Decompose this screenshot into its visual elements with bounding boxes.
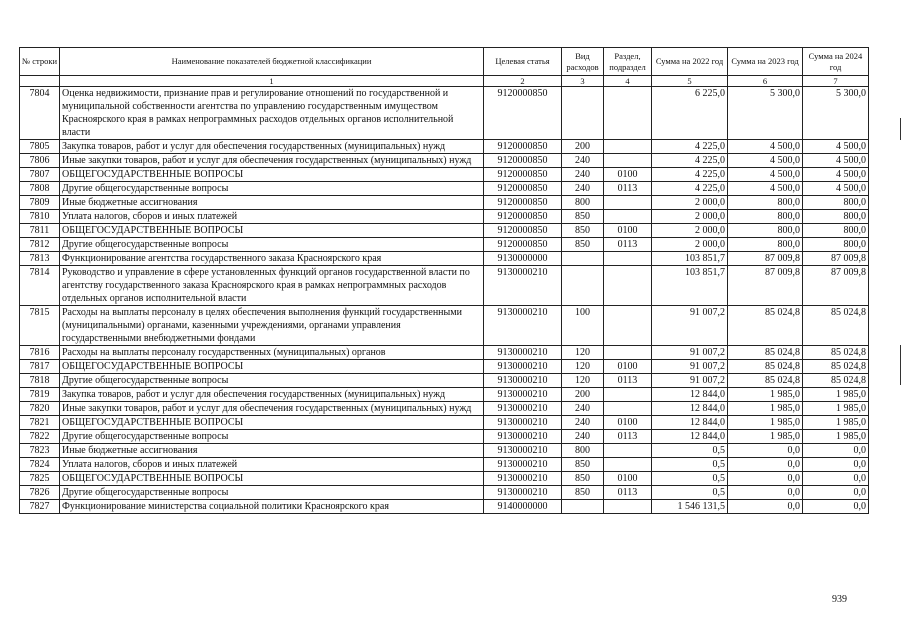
row-sum-2024: 800,0: [803, 238, 869, 252]
column-number: [20, 76, 60, 87]
row-sum-2024: 0,0: [803, 472, 869, 486]
table-row: [20, 224, 869, 238]
row-section: [604, 388, 652, 402]
row-sum-2022: 2 000,0: [652, 238, 728, 252]
row-expense-type: 240: [562, 182, 604, 196]
row-name: Другие общегосударственные вопросы: [60, 182, 484, 196]
row-name: Функционирование агентства государственного заказа Красноярского края: [60, 252, 484, 266]
row-sum-2023: 0,0: [728, 458, 803, 472]
row-sum-2024: 0,0: [803, 500, 869, 514]
column-number: 4: [604, 76, 652, 87]
row-number: 7816: [20, 346, 60, 360]
row-name: Руководство и управление в сфере установленных функций органов государственной власти по агентству государственного заказа Красноярского края в рамках непрограммных расходов отдельных органов исполнительной власти: [60, 266, 484, 306]
row-name: Другие общегосударственные вопросы: [60, 238, 484, 252]
row-expense-type: 240: [562, 430, 604, 444]
row-sum-2022: 4 225,0: [652, 182, 728, 196]
row-sum-2023: 1 985,0: [728, 402, 803, 416]
table-row: [20, 266, 869, 306]
row-number: 7804: [20, 87, 60, 140]
row-sum-2022: 91 007,2: [652, 374, 728, 388]
row-target-article: 9120000850: [484, 196, 562, 210]
row-number: 7825: [20, 472, 60, 486]
row-sum-2023: 0,0: [728, 444, 803, 458]
row-target-article: 9120000850: [484, 87, 562, 140]
row-section: 0100: [604, 168, 652, 182]
row-expense-type: 850: [562, 238, 604, 252]
row-expense-type: 800: [562, 196, 604, 210]
row-section: [604, 196, 652, 210]
row-sum-2022: 1 546 131,5: [652, 500, 728, 514]
row-sum-2023: 0,0: [728, 500, 803, 514]
header-expense-type: Вид расходов: [562, 48, 604, 76]
row-number: 7815: [20, 306, 60, 346]
row-expense-type: 240: [562, 168, 604, 182]
row-section: 0100: [604, 416, 652, 430]
table-body: [20, 87, 869, 514]
row-sum-2022: 2 000,0: [652, 196, 728, 210]
row-target-article: 9120000850: [484, 182, 562, 196]
row-name: Иные закупки товаров, работ и услуг для обеспечения государственных (муниципальных) нужд: [60, 402, 484, 416]
row-sum-2023: 5 300,0: [728, 87, 803, 140]
row-number: 7823: [20, 444, 60, 458]
row-sum-2024: 800,0: [803, 210, 869, 224]
row-name: Иные закупки товаров, работ и услуг для обеспечения государственных (муниципальных) нужд: [60, 154, 484, 168]
row-sum-2022: 4 225,0: [652, 140, 728, 154]
row-sum-2023: 85 024,8: [728, 374, 803, 388]
row-expense-type: [562, 500, 604, 514]
row-target-article: 9120000850: [484, 224, 562, 238]
table-row: [20, 416, 869, 430]
row-sum-2022: 6 225,0: [652, 87, 728, 140]
row-sum-2023: 0,0: [728, 486, 803, 500]
row-sum-2022: 12 844,0: [652, 416, 728, 430]
row-section: 0100: [604, 224, 652, 238]
header-sum-2024: Сумма на 2024 год: [803, 48, 869, 76]
row-expense-type: 850: [562, 224, 604, 238]
row-sum-2023: 4 500,0: [728, 140, 803, 154]
row-sum-2023: 800,0: [728, 196, 803, 210]
row-name: Иные бюджетные ассигнования: [60, 196, 484, 210]
row-sum-2023: 0,0: [728, 472, 803, 486]
row-name: ОБЩЕГОСУДАРСТВЕННЫЕ ВОПРОСЫ: [60, 168, 484, 182]
row-name: Другие общегосударственные вопросы: [60, 430, 484, 444]
row-section: 0113: [604, 486, 652, 500]
header-row: [20, 48, 869, 76]
row-sum-2023: 85 024,8: [728, 360, 803, 374]
row-target-article: 9130000210: [484, 416, 562, 430]
row-section: [604, 306, 652, 346]
table-row: [20, 182, 869, 196]
row-expense-type: 850: [562, 458, 604, 472]
row-sum-2023: 800,0: [728, 224, 803, 238]
row-target-article: 9120000850: [484, 140, 562, 154]
table-row: [20, 388, 869, 402]
row-sum-2023: 800,0: [728, 238, 803, 252]
row-sum-2022: 2 000,0: [652, 224, 728, 238]
row-sum-2022: 0,5: [652, 486, 728, 500]
table-row: [20, 500, 869, 514]
row-sum-2022: 91 007,2: [652, 306, 728, 346]
row-sum-2024: 0,0: [803, 458, 869, 472]
row-section: [604, 402, 652, 416]
row-section: 0100: [604, 472, 652, 486]
table-row: [20, 168, 869, 182]
row-sum-2024: 1 985,0: [803, 416, 869, 430]
row-sum-2024: 5 300,0: [803, 87, 869, 140]
header-sum-2023: Сумма на 2023 год: [728, 48, 803, 76]
column-number: 2: [484, 76, 562, 87]
row-sum-2024: 1 985,0: [803, 388, 869, 402]
row-sum-2022: 91 007,2: [652, 346, 728, 360]
table-row: [20, 306, 869, 346]
row-expense-type: 120: [562, 346, 604, 360]
row-expense-type: 850: [562, 210, 604, 224]
row-name: Функционирование министерства социальной политики Красноярского края: [60, 500, 484, 514]
row-number: 7811: [20, 224, 60, 238]
row-name: Уплата налогов, сборов и иных платежей: [60, 458, 484, 472]
row-sum-2023: 4 500,0: [728, 168, 803, 182]
row-sum-2023: 85 024,8: [728, 306, 803, 346]
row-section: [604, 500, 652, 514]
row-section: [604, 140, 652, 154]
row-name: ОБЩЕГОСУДАРСТВЕННЫЕ ВОПРОСЫ: [60, 416, 484, 430]
row-section: [604, 154, 652, 168]
row-sum-2023: 4 500,0: [728, 154, 803, 168]
row-section: [604, 266, 652, 306]
row-number: 7806: [20, 154, 60, 168]
page-number: 939: [832, 594, 847, 605]
row-section: [604, 346, 652, 360]
row-number: 7808: [20, 182, 60, 196]
row-name: Другие общегосударственные вопросы: [60, 374, 484, 388]
row-name: Расходы на выплаты персоналу государственных (муниципальных) органов: [60, 346, 484, 360]
row-section: [604, 458, 652, 472]
row-name: Закупка товаров, работ и услуг для обеспечения государственных (муниципальных) нужд: [60, 388, 484, 402]
row-number: 7824: [20, 458, 60, 472]
row-sum-2022: 0,5: [652, 472, 728, 486]
row-sum-2023: 87 009,8: [728, 252, 803, 266]
row-sum-2024: 0,0: [803, 444, 869, 458]
row-target-article: 9120000850: [484, 168, 562, 182]
row-expense-type: 240: [562, 402, 604, 416]
row-target-article: 9130000000: [484, 252, 562, 266]
row-sum-2022: 0,5: [652, 458, 728, 472]
row-expense-type: 850: [562, 472, 604, 486]
row-sum-2022: 4 225,0: [652, 154, 728, 168]
row-sum-2024: 1 985,0: [803, 402, 869, 416]
row-sum-2022: 12 844,0: [652, 388, 728, 402]
row-name: Другие общегосударственные вопросы: [60, 486, 484, 500]
column-number: 3: [562, 76, 604, 87]
table-row: [20, 486, 869, 500]
row-number: 7827: [20, 500, 60, 514]
row-number: 7826: [20, 486, 60, 500]
row-name: Оценка недвижимости, признание прав и регулирование отношений по государственной и муниципальной собственности агентства по управлению государственным имуществом Красноярского края в рамках непрограммных расходов отдельных органов исполнительной власти: [60, 87, 484, 140]
row-sum-2023: 87 009,8: [728, 266, 803, 306]
row-sum-2023: 1 985,0: [728, 388, 803, 402]
column-number: 6: [728, 76, 803, 87]
scan-edge-mark: [900, 345, 901, 385]
column-number: 5: [652, 76, 728, 87]
row-target-article: 9120000850: [484, 154, 562, 168]
row-sum-2024: 4 500,0: [803, 182, 869, 196]
row-section: [604, 210, 652, 224]
row-target-article: 9130000210: [484, 266, 562, 306]
row-section: 0113: [604, 430, 652, 444]
row-target-article: 9130000210: [484, 346, 562, 360]
row-number: 7822: [20, 430, 60, 444]
row-expense-type: [562, 252, 604, 266]
table-row: [20, 430, 869, 444]
row-sum-2024: 85 024,8: [803, 346, 869, 360]
row-expense-type: 120: [562, 360, 604, 374]
header-target-article: Целевая статья: [484, 48, 562, 76]
row-sum-2024: 800,0: [803, 196, 869, 210]
row-name: ОБЩЕГОСУДАРСТВЕННЫЕ ВОПРОСЫ: [60, 224, 484, 238]
column-number: 7: [803, 76, 869, 87]
table-row: [20, 196, 869, 210]
row-number: 7810: [20, 210, 60, 224]
row-target-article: 9130000210: [484, 444, 562, 458]
row-number: 7805: [20, 140, 60, 154]
row-name: ОБЩЕГОСУДАРСТВЕННЫЕ ВОПРОСЫ: [60, 360, 484, 374]
row-target-article: 9130000210: [484, 360, 562, 374]
column-number: 1: [60, 76, 484, 87]
row-expense-type: 800: [562, 444, 604, 458]
table-row: [20, 87, 869, 140]
table-row: [20, 374, 869, 388]
row-number: 7820: [20, 402, 60, 416]
row-sum-2022: 12 844,0: [652, 430, 728, 444]
table-row: [20, 458, 869, 472]
row-section: 0113: [604, 374, 652, 388]
row-sum-2024: 4 500,0: [803, 154, 869, 168]
row-sum-2024: 800,0: [803, 224, 869, 238]
row-section: [604, 444, 652, 458]
header-sum-2022: Сумма на 2022 год: [652, 48, 728, 76]
row-name: Расходы на выплаты персоналу в целях обеспечения выполнения функций государственными (муниципальными) органами, казенными учреждениями, органами управления государственными внебюджетными фондами: [60, 306, 484, 346]
row-sum-2022: 4 225,0: [652, 168, 728, 182]
row-sum-2022: 103 851,7: [652, 266, 728, 306]
row-target-article: 9130000210: [484, 388, 562, 402]
row-sum-2024: 85 024,8: [803, 360, 869, 374]
row-sum-2024: 0,0: [803, 486, 869, 500]
row-target-article: 9130000210: [484, 472, 562, 486]
row-sum-2022: 0,5: [652, 444, 728, 458]
row-number: 7814: [20, 266, 60, 306]
row-sum-2023: 1 985,0: [728, 416, 803, 430]
row-name: Закупка товаров, работ и услуг для обеспечения государственных (муниципальных) нужд: [60, 140, 484, 154]
table-row: [20, 472, 869, 486]
row-expense-type: 200: [562, 388, 604, 402]
row-target-article: 9140000000: [484, 500, 562, 514]
row-expense-type: 200: [562, 140, 604, 154]
row-section: [604, 252, 652, 266]
row-name: Иные бюджетные ассигнования: [60, 444, 484, 458]
row-expense-type: 850: [562, 486, 604, 500]
row-target-article: 9130000210: [484, 402, 562, 416]
table-row: [20, 360, 869, 374]
header-row-number: № строки: [20, 48, 60, 76]
scan-edge-mark: [900, 118, 901, 140]
table-row: [20, 252, 869, 266]
row-sum-2023: 4 500,0: [728, 182, 803, 196]
row-expense-type: [562, 87, 604, 140]
row-target-article: 9120000850: [484, 238, 562, 252]
table-row: [20, 238, 869, 252]
row-sum-2024: 4 500,0: [803, 168, 869, 182]
row-target-article: 9130000210: [484, 486, 562, 500]
row-sum-2024: 85 024,8: [803, 306, 869, 346]
row-sum-2024: 4 500,0: [803, 140, 869, 154]
row-sum-2022: 91 007,2: [652, 360, 728, 374]
row-target-article: 9130000210: [484, 374, 562, 388]
row-number: 7819: [20, 388, 60, 402]
table-row: [20, 444, 869, 458]
row-target-article: 9130000210: [484, 306, 562, 346]
row-name: Уплата налогов, сборов и иных платежей: [60, 210, 484, 224]
header-section: Раздел, подраздел: [604, 48, 652, 76]
budget-table: [19, 47, 869, 514]
row-sum-2024: 1 985,0: [803, 430, 869, 444]
row-number: 7813: [20, 252, 60, 266]
table-row: [20, 402, 869, 416]
row-sum-2024: 87 009,8: [803, 266, 869, 306]
row-sum-2024: 87 009,8: [803, 252, 869, 266]
table-row: [20, 154, 869, 168]
row-target-article: 9120000850: [484, 210, 562, 224]
row-section: 0113: [604, 238, 652, 252]
row-section: 0113: [604, 182, 652, 196]
row-sum-2023: 1 985,0: [728, 430, 803, 444]
row-expense-type: 120: [562, 374, 604, 388]
table-row: [20, 346, 869, 360]
row-sum-2022: 12 844,0: [652, 402, 728, 416]
row-expense-type: 240: [562, 416, 604, 430]
row-sum-2023: 800,0: [728, 210, 803, 224]
table-row: [20, 210, 869, 224]
row-sum-2024: 85 024,8: [803, 374, 869, 388]
row-section: [604, 87, 652, 140]
column-number-row: [20, 76, 869, 87]
row-number: 7821: [20, 416, 60, 430]
row-name: ОБЩЕГОСУДАРСТВЕННЫЕ ВОПРОСЫ: [60, 472, 484, 486]
header-name: Наименование показателей бюджетной классификации: [60, 48, 484, 76]
row-number: 7818: [20, 374, 60, 388]
row-target-article: 9130000210: [484, 430, 562, 444]
row-number: 7809: [20, 196, 60, 210]
table-row: [20, 140, 869, 154]
row-number: 7817: [20, 360, 60, 374]
row-sum-2022: 2 000,0: [652, 210, 728, 224]
row-expense-type: [562, 266, 604, 306]
row-sum-2023: 85 024,8: [728, 346, 803, 360]
row-section: 0100: [604, 360, 652, 374]
row-sum-2022: 103 851,7: [652, 252, 728, 266]
row-number: 7807: [20, 168, 60, 182]
row-number: 7812: [20, 238, 60, 252]
row-target-article: 9130000210: [484, 458, 562, 472]
row-expense-type: 100: [562, 306, 604, 346]
row-expense-type: 240: [562, 154, 604, 168]
